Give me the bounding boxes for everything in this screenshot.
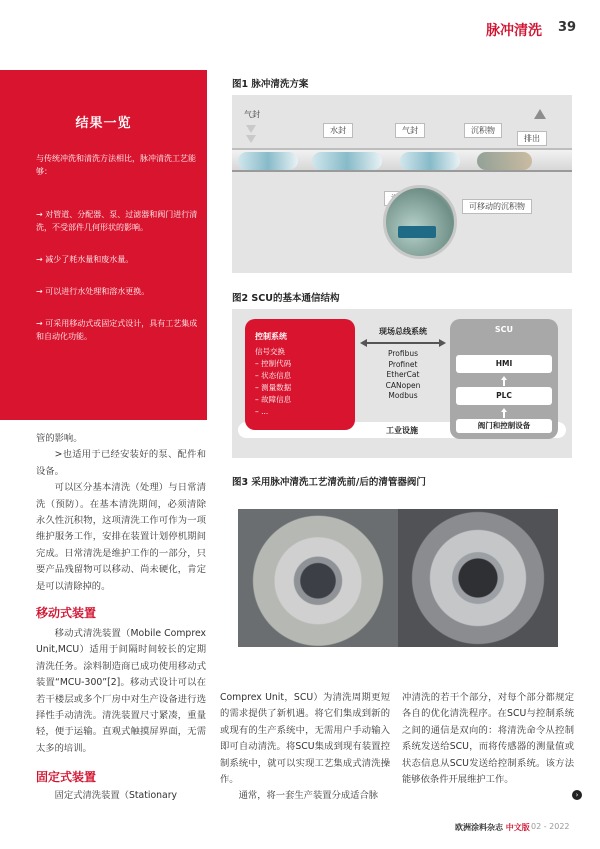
summary-list [36,208,201,362]
paragraph: >也适用于已经安装好的泵、配件和设备。 [36,449,206,477]
summary-item: → 减少了耗水量和废水量。 [36,255,134,264]
fieldbus-item: EtherCat [386,370,420,379]
water-seal-label: 水封 [323,123,353,138]
deposit-slug [477,152,532,170]
deposit-label: 沉积物 [464,123,502,138]
movable-deposit-label: 可移动的沉积物 [462,199,532,214]
footer-brand [455,822,530,833]
paragraph: 可以区分基本清洗（处理）与日常清洗（预防）。在基本清洗期间，必须清除永久性沉积物，这项清洗工作可作为一项维护服务工作，安排在装置计划停机期间完成。日常清洗是维护工作的一部分，只要产品残留物可以移动、尚未硬化，肯定是可以清除掉的。 [36,482,206,592]
summary-intro: 与传统冲洗和清洗方法相比，脉冲清洗工艺能够： [36,154,196,176]
figure1-pulse-cleaning-diagram [232,95,572,273]
control-item: – ... [255,407,269,416]
right-column [402,690,574,788]
summary-title: 结果一览 [75,116,132,131]
fieldbus-title: 现场总线系统 [379,327,427,336]
figure2-caption: 图2 SCU的基本通信结构 [232,293,340,304]
paragraph: 管的影响。 [36,433,83,444]
figure1-caption: 图1 脉冲清洗方案 [232,79,309,90]
pipe [232,148,572,172]
flow-arrow-icon [398,226,436,238]
discharge-label: 排出 [517,131,547,146]
footer-brand-name: 欧洲涂料杂志 [455,823,503,832]
summary-item: → 对管道、分配器、泵、过滤器和阀门进行清洗，不受部件几何形状的影响。 [36,210,198,232]
control-system-title: 控制系统 [255,332,287,341]
control-item: 信号交换 [255,347,285,356]
infrastructure-label: 工业设施 [386,426,418,435]
hmi-box: HMI [456,355,552,373]
mobile-unit-text: 移动式清洗装置（Mobile Comprex Unit,MCU）适用于间隔时间较长的定期清洗任务。涂料制造商已成功使用移动式装置“MCU-300”[2]。移动式设计可以在若干楼层或多个厂房中对生产设备进行选择性手动清洗。清洗装置尺寸紧凑，重量轻，便于运输。直观式触摸屏界面，无需太多的培训。 [36,628,206,754]
fieldbus-list [358,349,448,402]
left-column [36,431,206,595]
plc-box: PLC [456,387,552,405]
air-seal-label: 气封 [395,123,425,138]
fieldbus-item: Profibus [387,349,419,358]
inflow-arrow-icon [246,125,256,133]
fieldbus-item: Profinet [388,359,418,369]
inflow-arrow-icon [246,135,256,143]
water-slug [400,152,460,170]
valve-photo-after [398,509,558,647]
vortex-zoom-circle [383,185,457,259]
summary-item: → 可以进行水处理和溶水更换。 [36,287,150,296]
fieldbus-item: Modbus [388,391,418,400]
control-item: – 状态信息 [255,371,292,380]
figure3-caption: 图3 采用脉冲清洗工艺清洗前/后的清管器阀门 [232,477,426,488]
control-system-box [245,319,355,430]
scu-box [450,319,558,439]
water-slug [312,152,382,170]
paragraph: 通常，将一套生产装置分成适合脉 [238,790,379,802]
fixed-unit-text: 固定式清洗装置（Stationary [54,790,178,801]
discharge-arrow-icon [534,109,546,119]
fieldbus-item: CANopen [385,380,421,390]
continue-arrow-icon: › [572,790,582,800]
middle-column [220,690,390,805]
section-title: 脉冲清洗 [486,23,542,39]
paragraph: 冲清洗的若干个部分，对每个部分都规定各自的优化清洗程序。在SCU与控制系统之间的通信是双向的：将清洗命令从控制系统发送给SCU，而将传感器的测量值或状态信息从SCU发送给控制系统。该方法能够依条件开展维护工作。 [402,692,574,786]
control-item: – 测量数据 [255,383,292,392]
control-item: – 控制代码 [255,359,292,368]
paragraph: Comprex Unit，SCU）为清洗周期更短的需求提供了新机遇。将它们集成到新的或现有的生产系统中，无需用户手动输入即可自动清洗。将SCU集成到现有装置控制系统中，就可以实现工艺集成式清洗操作。 [220,692,390,786]
fixed-unit-heading: 固定式装置 [36,770,97,784]
scu-title: SCU [494,325,514,334]
up-arrow-icon [501,408,507,418]
air-seal-left-label: 气封 [244,110,260,119]
valve-photo-before [238,509,398,647]
control-item: – 故障信息 [255,395,292,404]
mobile-unit-heading: 移动式装置 [36,606,97,620]
footer-issue: 02 - 2022 [531,822,570,831]
bidirectional-arrow-icon [360,339,446,347]
summary-item: → 可采用移动式或固定式设计，具有工艺集成和自动化功能。 [36,319,198,341]
water-slug [238,152,298,170]
valves-box: 阀门和控制设备 [456,419,552,433]
page-number: 39 [558,20,577,35]
summary-box [0,70,207,420]
figure3-photos [232,509,572,647]
footer-brand-edition: 中文版 [505,823,530,832]
up-arrow-icon [501,376,507,386]
figure2-communication-diagram [232,309,572,458]
